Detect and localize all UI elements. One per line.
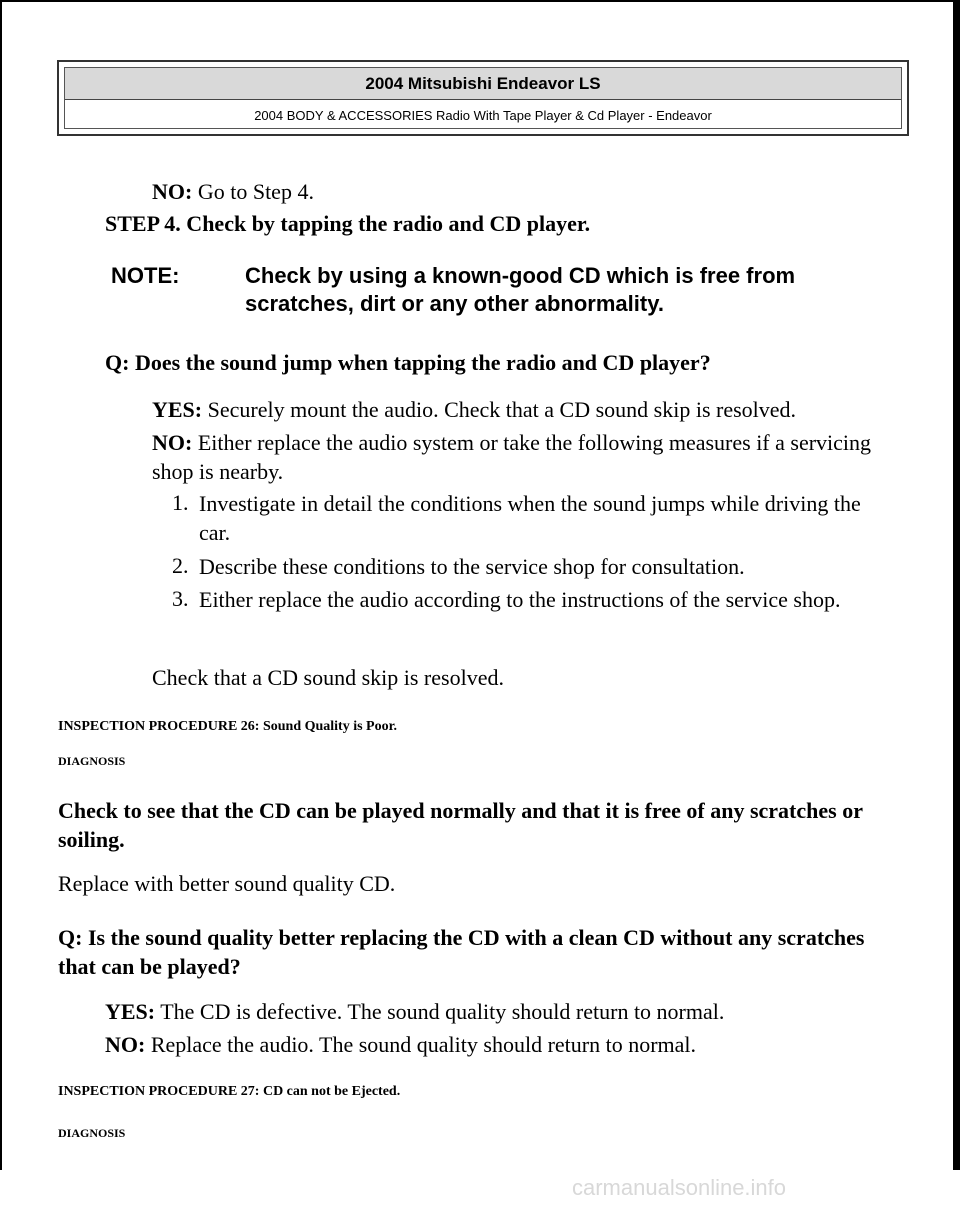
document-header-inner <box>64 67 902 129</box>
list-item-text: Describe these conditions to the service shop for consultation. <box>199 554 745 579</box>
list-item-number: 2. <box>172 553 189 578</box>
watermark <box>0 1170 960 1205</box>
procedure-26-no-line <box>105 1031 696 1059</box>
procedure-27-title: INSPECTION PROCEDURE 27: CD can not be Ejected. <box>58 1084 401 1099</box>
procedure-26-no-text: Replace the audio. The sound quality should return to normal. <box>145 1032 697 1057</box>
step3-no-label: NO: <box>152 179 193 204</box>
section-subtitle: 2004 BODY & ACCESSORIES Radio With Tape Player & Cd Player - Endeavor <box>254 108 712 123</box>
procedure-26-replace: Replace with better sound quality CD. <box>58 871 396 896</box>
step4-no-text: Either replace the audio system or take the following measures if a servicing shop is nearby. <box>152 430 872 484</box>
page-border-left <box>0 0 2 1205</box>
procedure-26-diagnosis: DIAGNOSIS <box>58 754 126 768</box>
step3-no-text: Go to Step 4. <box>192 179 314 204</box>
step3-no-line <box>152 178 314 206</box>
list-item-text: Investigate in detail the conditions when the sound jumps while driving the car. <box>199 491 861 545</box>
step4-yes-line <box>152 396 796 424</box>
document-header <box>57 60 909 136</box>
procedure-26-yes-line <box>105 998 724 1026</box>
list-item-number: 3. <box>172 586 189 611</box>
note-label: NOTE: <box>111 263 180 288</box>
page-border-top <box>0 0 960 2</box>
procedure-26-yes-text: The CD is defective. The sound quality should return to normal. <box>155 999 725 1024</box>
procedure-26-check: Check to see that the CD can be played normally and that it is free of any scratches or soiling. <box>58 798 863 852</box>
watermark-text: carmanualsonline.info <box>572 1175 787 1200</box>
procedure-26-question: Q: Is the sound quality better replacing the CD with a clean CD without any scratches that can be played? <box>58 925 865 979</box>
note-text-line1: Check by using a known-good CD which is free from <box>245 263 796 288</box>
step4-question: Q: Does the sound jump when tapping the radio and CD player? <box>105 350 711 375</box>
step4-no-label: NO: <box>152 430 193 455</box>
step4-closing: Check that a CD sound skip is resolved. <box>152 665 504 690</box>
list-item-number: 1. <box>172 490 189 515</box>
note-text-line2: scratches, dirt or any other abnormality. <box>245 291 664 316</box>
procedure-26-yes-label: YES: <box>105 999 156 1024</box>
vehicle-title: 2004 Mitsubishi Endeavor LS <box>65 68 901 100</box>
step4-yes-text: Securely mount the audio. Check that a CD sound skip is resolved. <box>202 397 797 422</box>
procedure-26-no-label: NO: <box>105 1032 146 1057</box>
page-border-right <box>953 0 960 1205</box>
procedure-26-title: INSPECTION PROCEDURE 26: Sound Quality is Poor. <box>58 719 398 734</box>
step4-heading: STEP 4. Check by tapping the radio and CD player. <box>105 211 591 236</box>
step4-no-paragraph <box>152 428 892 486</box>
step4-yes-label: YES: <box>152 397 203 422</box>
procedure-27-diagnosis: DIAGNOSIS <box>58 1126 126 1140</box>
list-item-text: Either replace the audio according to the instructions of the service shop. <box>199 587 841 612</box>
